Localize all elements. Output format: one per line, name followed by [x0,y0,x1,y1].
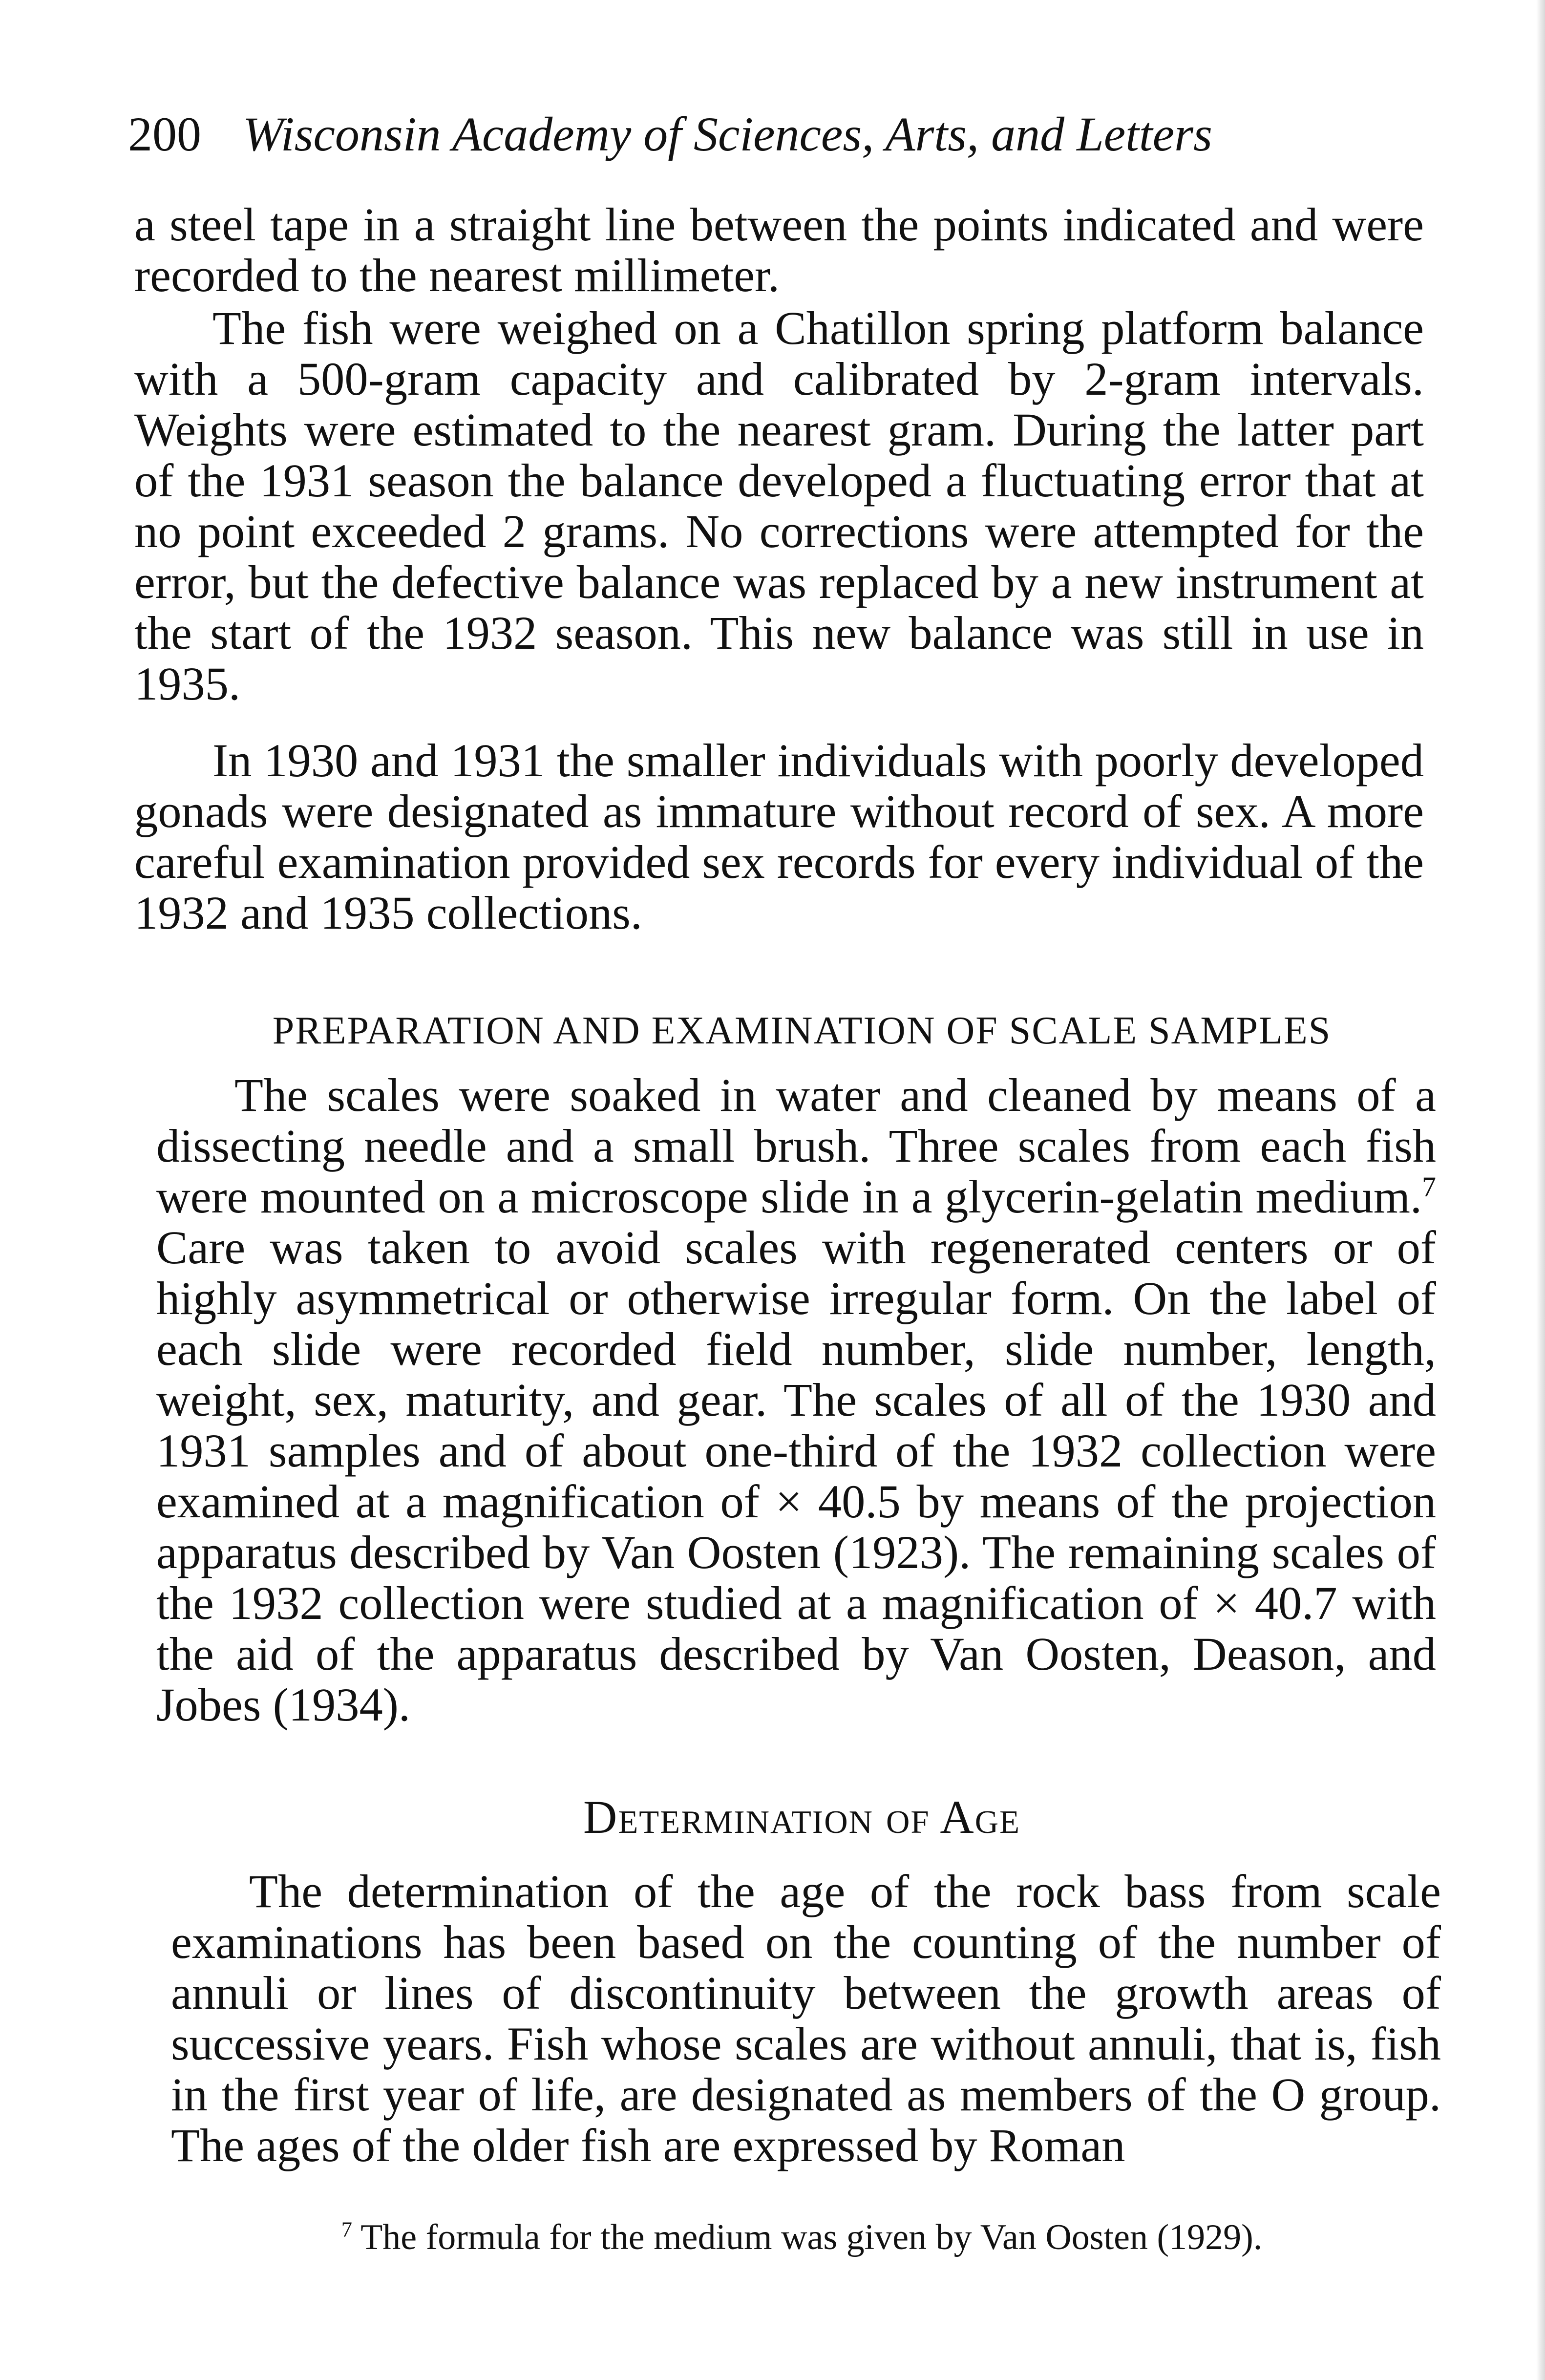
page-number: 200 [128,107,201,161]
paragraph-text [156,1070,1436,1730]
body-paragraph-2 [134,303,1424,709]
body-paragraph-1 [134,199,1424,301]
paragraph-text: In 1930 and 1931 the smaller individuals with poorly developed gonads were designated as immature without record of sex. A more careful examination provided sex records for every individual of the 1932 and 1935 collections. [134,734,1424,939]
section-heading-preparation: PREPARATION AND EXAMINATION OF SCALE SAMPLES [272,1009,1332,1052]
paragraph-text: The determination of the age of the rock bass from scale examinations has been based on the counting of the number of annuli or lines of discontinuity between the growth areas of successive years. Fish whose scales are without annuli, that is, fish in the first year of life, are designated as members of the O group. The ages of the older fish are expressed by Roman [171,1865,1441,2171]
body-paragraph-3 [134,735,1424,938]
paragraph-text: The fish were weighed on a Chatillon spring platform balance with a 500-gram capacity and calibrated by 2-gram intervals. Weights were estimated to the nearest gram. During the latter part of the 1931 season the balance developed a fluctuating error that at no point exceeded 2 grams. No corrections were attempted for the error, but the defective balance was replaced by a new instrument at the start of the 1932 season. This new balance was still in use in 1935. [134,302,1424,710]
paragraph-text: a steel tape in a straight line between the points indicated and were recorded to the nearest millimeter. [134,198,1424,301]
footnote-reference: 7 [1422,1170,1436,1203]
running-header [128,105,1447,164]
body-paragraph-5 [171,1866,1441,2171]
body-paragraph-4 [156,1070,1436,1730]
paragraph-text-part: The scales were soaked in water and cleaned by means of a dissecting needle and a small brush. Three scales from each fish were mounted on a microscope slide in a glycerin-gelatin medium. [156,1069,1436,1223]
footnote-marker: 7 [341,2217,352,2242]
section-heading-determination: Determination of Age [583,1791,1021,1843]
page-edge-shadow [1536,0,1545,2380]
paragraph-text-part: Care was taken to avoid scales with regenerated centers or of highly asymmetrical or otherwise irregular form. On the label of each slide were recorded field number, slide number, length, weight, sex, maturity, and gear. The scales of all of the 1930 and 1931 samples and of about one-third of the 1932 collection were examined at a magnification of × 40.5 by means of the projection apparatus described by Van Oosten (1923). The remaining scales of the 1932 collection were studied at a magnification of × 40.7 with the aid of the apparatus described by Van Oosten, Deason, and Jobes (1934). [156,1221,1436,1731]
running-title: Wisconsin Academy of Sciences, Arts, and Letters [243,107,1212,161]
footnote-text: The formula for the medium was given by Van Oosten (1929). [360,2217,1263,2257]
footnote [0,2213,1545,2262]
